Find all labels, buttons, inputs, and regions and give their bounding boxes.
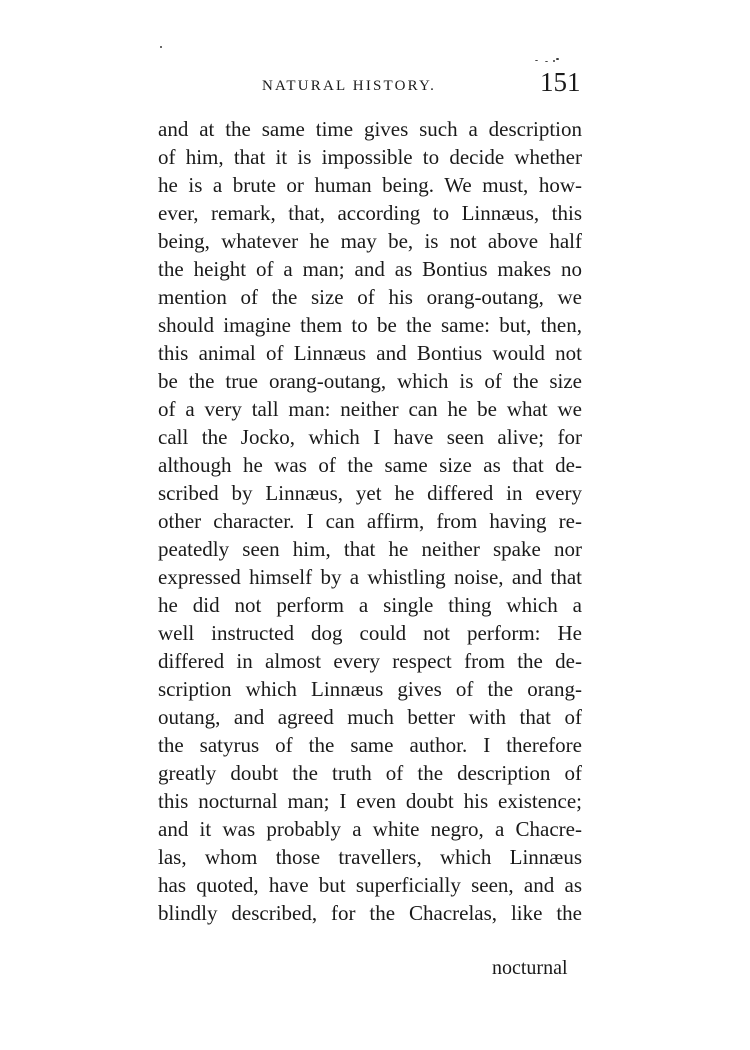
- text-line: he did not perform a single thing which a: [158, 593, 582, 617]
- ink-speck: [535, 60, 538, 61]
- text-line: this animal of Linnæus and Bontius would not: [158, 341, 582, 365]
- text-line: las, whom those travellers, which Linnæus: [158, 845, 582, 869]
- text-line: the height of a man; and as Bontius makes no: [158, 257, 582, 281]
- text-line: of him, that it is impossible to decide whether: [158, 145, 582, 169]
- text-line: and it was probably a white negro, a Chacre-: [158, 817, 582, 841]
- ink-speck: [545, 61, 548, 62]
- text-line: expressed himself by a whistling noise, and that: [158, 565, 582, 589]
- text-line: he is a brute or human being. We must, how-: [158, 173, 582, 197]
- text-line: mention of the size of his orang-outang, we: [158, 285, 582, 309]
- text-line: being, whatever he may be, is not above half: [158, 229, 582, 253]
- text-line: the satyrus of the same author. I therefore: [158, 733, 582, 757]
- running-title: NATURAL HISTORY.: [262, 78, 437, 94]
- ink-speck: [553, 60, 555, 62]
- catchword: nocturnal: [492, 957, 568, 979]
- text-line: has quoted, have but superficially seen, and as: [158, 873, 582, 897]
- text-line: greatly doubt the truth of the description of: [158, 761, 582, 785]
- text-line: peatedly seen him, that he neither spake nor: [158, 537, 582, 561]
- text-line: should imagine them to be the same: but, then,: [158, 313, 582, 337]
- ink-speck: [160, 46, 162, 48]
- text-line: blindly described, for the Chacrelas, like the: [158, 901, 582, 925]
- text-line: scribed by Linnæus, yet he differed in every: [158, 481, 582, 505]
- text-line: well instructed dog could not perform: He: [158, 621, 582, 645]
- text-line: of a very tall man: neither can he be what we: [158, 397, 582, 421]
- ink-speck: [556, 58, 559, 60]
- text-line: be the true orang-outang, which is of the size: [158, 369, 582, 393]
- text-line: and at the same time gives such a description: [158, 117, 582, 141]
- text-line: call the Jocko, which I have seen alive; for: [158, 425, 582, 449]
- text-line: although he was of the same size as that de-: [158, 453, 582, 477]
- text-line: other character. I can affirm, from having re-: [158, 509, 582, 533]
- text-line: outang, and agreed much better with that of: [158, 705, 582, 729]
- text-line: ever, remark, that, according to Linnæus, this: [158, 201, 582, 225]
- text-line: differed in almost every respect from the de-: [158, 649, 582, 673]
- page-number: 151: [540, 67, 581, 97]
- text-line: scription which Linnæus gives of the orang-: [158, 677, 582, 701]
- text-line: this nocturnal man; I even doubt his existence;: [158, 789, 582, 813]
